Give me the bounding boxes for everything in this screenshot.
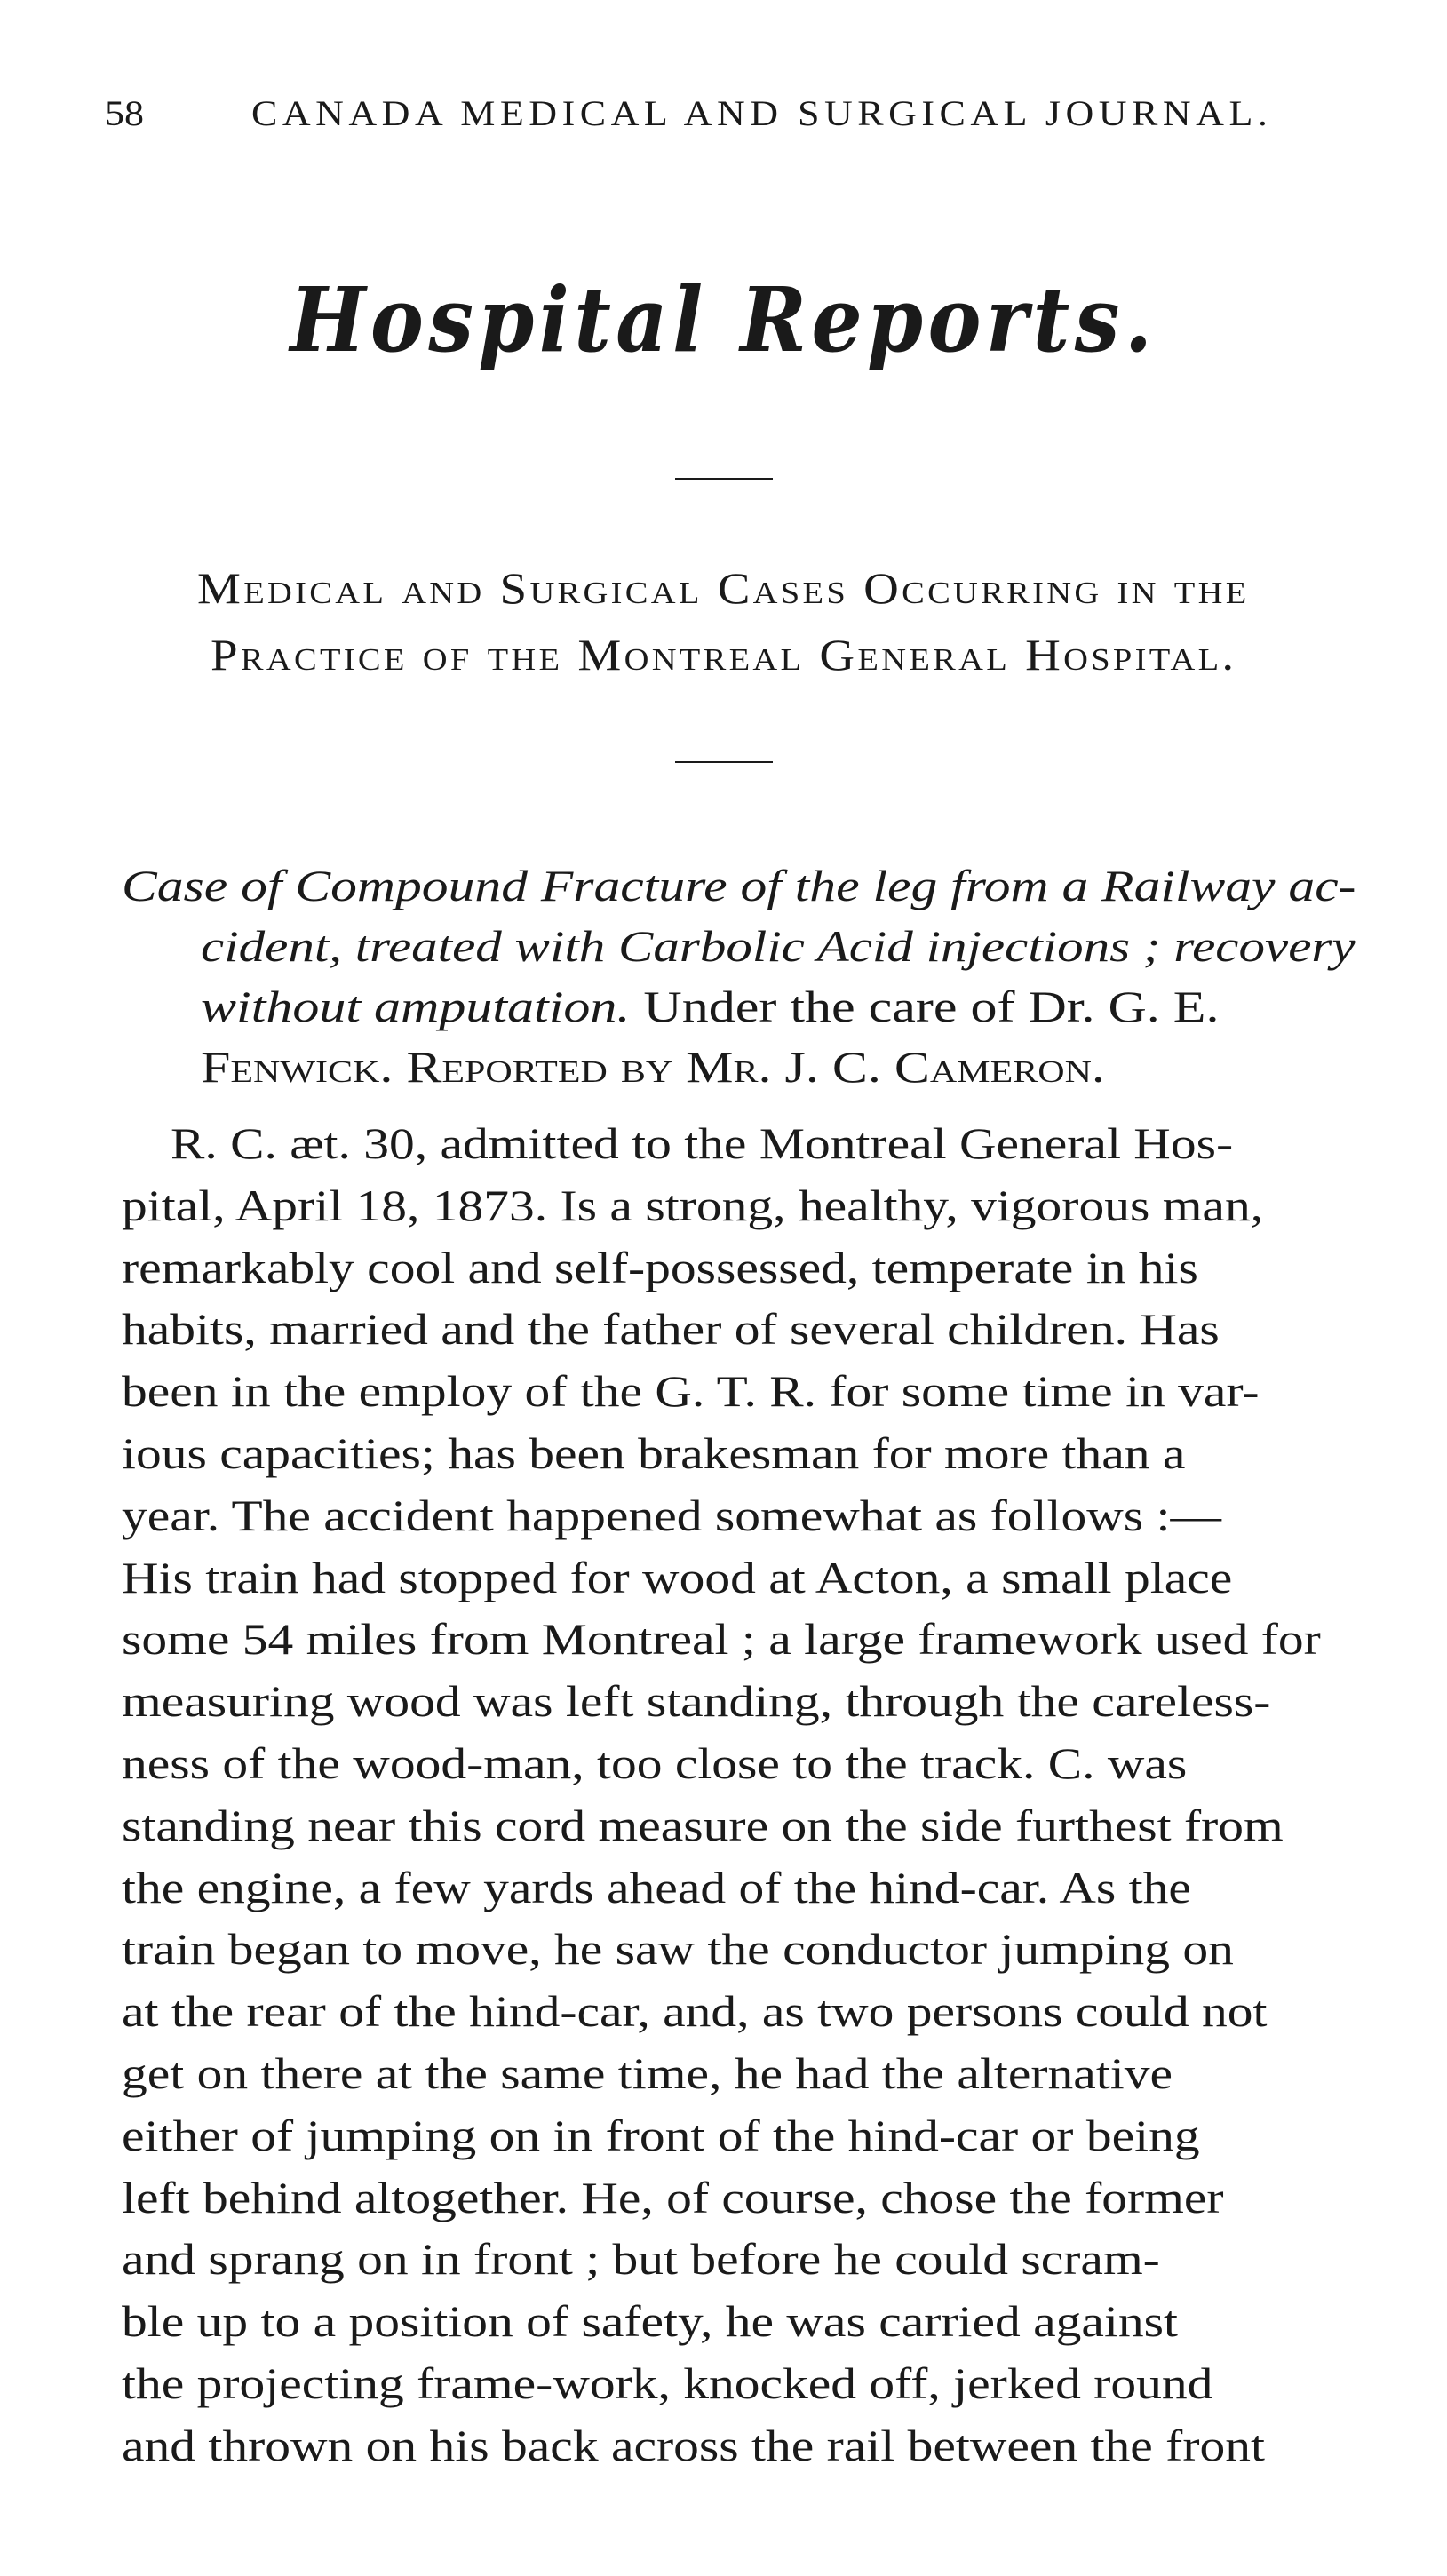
body-line: habits, married and the father of several children. Has — [122, 1304, 1220, 1355]
body-line: some 54 miles from Montreal ; a large framework used for — [122, 1614, 1321, 1665]
case-title-line: Fenwick. Reported by Mr. J. C. Cameron. — [201, 1042, 1105, 1092]
case-title-line — [201, 984, 1219, 1029]
body-line: ble up to a position of safety, he was carried against — [122, 2296, 1179, 2347]
body-line: either of jumping on in front of the hind-car or being — [122, 2110, 1200, 2160]
body-line: ness of the wood-man, too close to the track. C. was — [122, 1738, 1188, 1788]
running-head — [105, 93, 1273, 133]
body-line: ious capacities; has been brakesman for more than a — [122, 1428, 1186, 1478]
case-title-italic: without amputation. — [201, 982, 631, 1031]
section-heading: Hospital Reports. — [290, 267, 1157, 372]
case-title-line: cident, treated with Carbolic Acid injections ; recovery — [201, 921, 1356, 971]
body-line: the engine, a few yards ahead of the hind-car. As the — [122, 1862, 1191, 1912]
body-line: and thrown on his back across the rail between the front — [122, 2420, 1265, 2470]
body-line: get on there at the same time, he had the alternative — [122, 2048, 1173, 2098]
body-line: train began to move, he saw the conductor jumping on — [122, 1924, 1234, 1975]
body-line: been in the employ of the G. T. R. for some time in var- — [122, 1366, 1260, 1417]
subtitle-line-1: Medical and Surgical Cases Occurring in the — [197, 563, 1250, 613]
body-line: pital, April 18, 1873. Is a strong, healthy, vigorous man, — [122, 1180, 1264, 1230]
body-line: and sprang on in front ; but before he could scram- — [122, 2234, 1160, 2285]
body-line: standing near this cord measure on the side furthest from — [122, 1800, 1284, 1850]
body-line: the projecting frame-work, knocked off, jerked round — [122, 2358, 1213, 2408]
page-number: 58 — [105, 93, 144, 133]
case-title-line: Case of Compound Fracture of the leg from a Railway ac- — [122, 861, 1356, 910]
case-title-attribution: Under the care of Dr. G. E. — [630, 982, 1220, 1031]
body-line: year. The accident happened somewhat as follows :— — [122, 1490, 1221, 1540]
body-line: left behind altogether. He, of course, chose the former — [122, 2172, 1224, 2222]
body-line: remarkably cool and self-possessed, temperate in his — [122, 1242, 1198, 1292]
subtitle-divider — [675, 761, 773, 763]
subtitle-line-2: Practice of the Montreal General Hospital. — [211, 630, 1237, 680]
heading-divider — [675, 478, 773, 480]
journal-title: CANADA MEDICAL AND SURGICAL JOURNAL. — [251, 93, 1273, 133]
body-line: at the rear of the hind-car, and, as two persons could not — [122, 1986, 1268, 2037]
body-line: measuring wood was left standing, through the careless- — [122, 1676, 1271, 1727]
body-line: R. C. æt. 30, admitted to the Montreal General Hos- — [171, 1118, 1234, 1168]
body-line: His train had stopped for wood at Acton, a small place — [122, 1552, 1233, 1602]
